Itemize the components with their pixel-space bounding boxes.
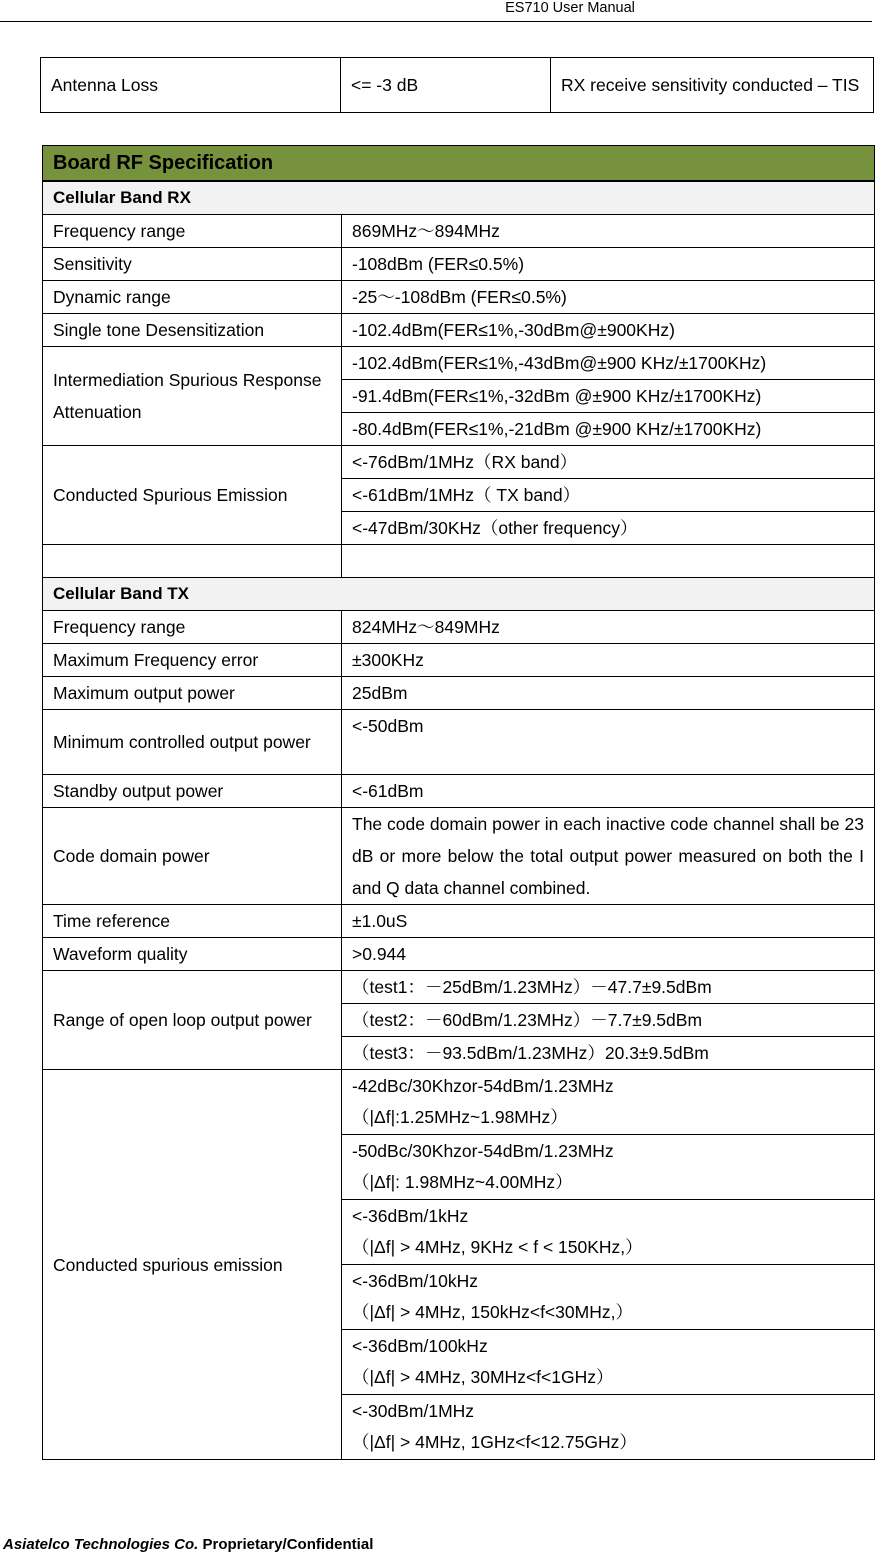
- empty-cell: [342, 545, 875, 578]
- table-row: [43, 347, 875, 380]
- row-value: <-61dBm/1MHz（ TX band）: [342, 479, 875, 512]
- antenna-loss-table: [40, 57, 874, 113]
- row-value: [342, 1395, 875, 1460]
- row-value: ±300KHz: [342, 644, 875, 677]
- table-row: [43, 938, 875, 971]
- table-row: [43, 1070, 875, 1135]
- row-label: Intermediation Spurious Response Attenuation: [43, 347, 342, 446]
- table-row: [43, 971, 875, 1004]
- row-value: <-76dBm/1MHz（RX band）: [342, 446, 875, 479]
- row-label: Maximum Frequency error: [43, 644, 342, 677]
- rx-section-row: [43, 181, 875, 215]
- value-line: （|Δf| > 4MHz, 30MHz<f<1GHz）: [352, 1367, 614, 1387]
- value-line: （|Δf| > 4MHz, 150kHz<f<30MHz,）: [352, 1302, 633, 1322]
- row-value: [342, 1135, 875, 1200]
- row-label: Maximum output power: [43, 677, 342, 710]
- table-row: [43, 446, 875, 479]
- footer-notice: Proprietary/Confidential: [198, 1536, 374, 1553]
- table-row: [43, 248, 875, 281]
- row-label: Waveform quality: [43, 938, 342, 971]
- row-value: >0.944: [342, 938, 875, 971]
- row-value: （test2：－60dBm/1.23MHz）－7.7±9.5dBm: [342, 1004, 875, 1037]
- table-row: [43, 808, 875, 905]
- row-value: -102.4dBm(FER≤1%,-43dBm@±900 KHz/±1700KHz): [342, 347, 875, 380]
- value-line: <-30dBm/1MHz: [352, 1401, 475, 1421]
- row-value: [342, 1200, 875, 1265]
- row-label: Conducted Spurious Emission: [43, 446, 342, 545]
- spec-title: Board RF Specification: [43, 146, 875, 182]
- spec-title-row: [43, 146, 875, 182]
- row-label: Range of open loop output power: [43, 971, 342, 1070]
- rx-section-heading: Cellular Band RX: [43, 181, 875, 215]
- row-value: 824MHz～849MHz: [342, 611, 875, 644]
- row-value: [342, 1330, 875, 1395]
- value-line: <-36dBm/10kHz: [352, 1271, 478, 1291]
- row-label: Minimum controlled output power: [43, 710, 342, 775]
- antenna-loss-note: RX receive sensitivity conducted – TIS: [551, 58, 874, 113]
- value-line: -42dBc/30Khzor-54dBm/1.23MHz: [352, 1076, 614, 1096]
- row-value: 869MHz～894MHz: [342, 215, 875, 248]
- value-line: （|Δf| > 4MHz, 1GHz<f<12.75GHz）: [352, 1432, 637, 1452]
- row-value: -25～-108dBm (FER≤0.5%): [342, 281, 875, 314]
- table-row: [41, 58, 874, 113]
- board-rf-spec-table: [42, 145, 875, 1460]
- row-value: 25dBm: [342, 677, 875, 710]
- row-value: <-61dBm: [342, 775, 875, 808]
- row-value: The code domain power in each inactive code channel shall be 23 dB or more below the total output power measured on both the I and Q data channel combined.: [342, 808, 875, 905]
- value-line: <-36dBm/1kHz: [352, 1206, 469, 1226]
- header-divider: [0, 21, 872, 22]
- table-row: [43, 644, 875, 677]
- antenna-loss-value: <= -3 dB: [341, 58, 551, 113]
- table-row: [43, 710, 875, 775]
- page-header-title: ES710 User Manual: [505, 0, 635, 16]
- table-row: [43, 281, 875, 314]
- row-value: [342, 1070, 875, 1135]
- row-value: <-50dBm: [342, 710, 875, 775]
- value-line: -50dBc/30Khzor-54dBm/1.23MHz: [352, 1141, 614, 1161]
- row-value: [342, 1265, 875, 1330]
- row-value: ±1.0uS: [342, 905, 875, 938]
- footer-company: Asiatelco Technologies Co.: [3, 1536, 199, 1553]
- row-label: Time reference: [43, 905, 342, 938]
- row-label: Single tone Desensitization: [43, 314, 342, 347]
- row-label: Frequency range: [43, 215, 342, 248]
- row-value: -80.4dBm(FER≤1%,-21dBm @±900 KHz/±1700KHz): [342, 413, 875, 446]
- table-row: [43, 314, 875, 347]
- row-label: Standby output power: [43, 775, 342, 808]
- table-row: [43, 611, 875, 644]
- row-label: Sensitivity: [43, 248, 342, 281]
- table-row: [43, 677, 875, 710]
- table-row: [43, 905, 875, 938]
- row-label: Dynamic range: [43, 281, 342, 314]
- empty-cell: [43, 545, 342, 578]
- row-value: -108dBm (FER≤0.5%): [342, 248, 875, 281]
- value-line: （|Δf|:1.25MHz~1.98MHz）: [352, 1107, 568, 1127]
- tx-section-row: [43, 578, 875, 611]
- row-label: Code domain power: [43, 808, 342, 905]
- table-row: [43, 215, 875, 248]
- row-value: -91.4dBm(FER≤1%,-32dBm @±900 KHz/±1700KHz): [342, 380, 875, 413]
- antenna-loss-label: Antenna Loss: [41, 58, 341, 113]
- row-value: <-47dBm/30KHz（other frequency）: [342, 512, 875, 545]
- table-row: [43, 775, 875, 808]
- empty-row: [43, 545, 875, 578]
- row-label: Conducted spurious emission: [43, 1070, 342, 1460]
- row-value: （test3：－93.5dBm/1.23MHz）20.3±9.5dBm: [342, 1037, 875, 1070]
- row-value: -102.4dBm(FER≤1%,-30dBm@±900KHz): [342, 314, 875, 347]
- row-label: Frequency range: [43, 611, 342, 644]
- value-line: （|Δf|: 1.98MHz~4.00MHz）: [352, 1172, 573, 1192]
- value-line: （|Δf| > 4MHz, 9KHz < f < 150KHz,）: [352, 1237, 643, 1257]
- page-footer: [3, 1536, 373, 1553]
- value-line: <-36dBm/100kHz: [352, 1336, 488, 1356]
- row-value: （test1：－25dBm/1.23MHz）－47.7±9.5dBm: [342, 971, 875, 1004]
- tx-section-heading: Cellular Band TX: [43, 578, 875, 611]
